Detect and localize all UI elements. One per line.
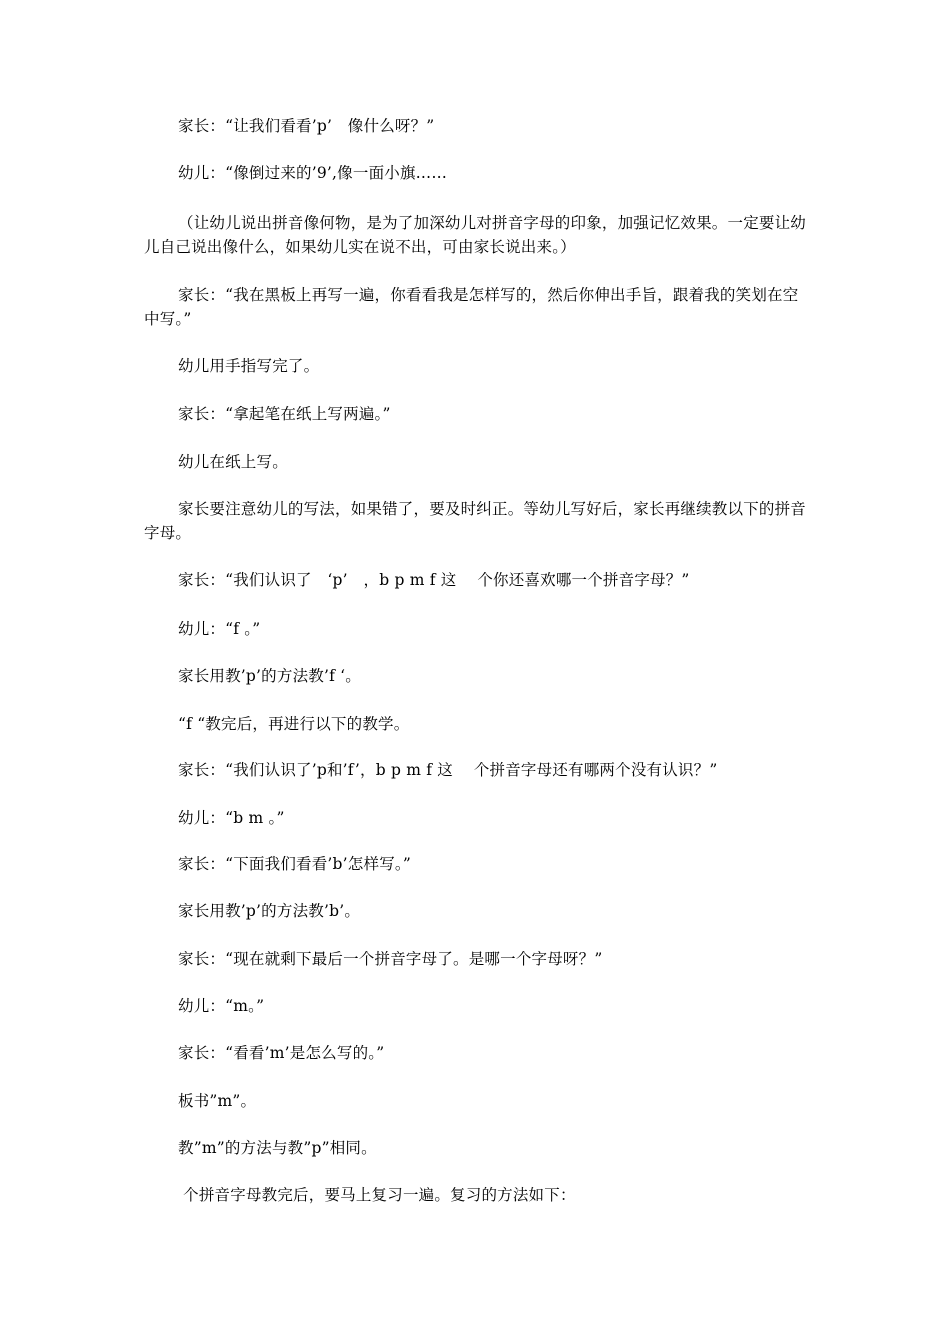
paragraph-22: 个拼音字母教完后，要马上复习一遍。复习的方法如下： <box>178 1186 576 1204</box>
paragraph-17: 家长：“现在就剩下最后一个拼音字母了。是哪一个字母呀？” <box>178 950 603 968</box>
paragraph-21: 教”m”的方法与教”p”相同。 <box>178 1139 377 1157</box>
paragraph-7: 幼儿在纸上写。 <box>178 453 288 471</box>
paragraph-19: 家长：“看看’m’是怎么写的。” <box>178 1044 385 1062</box>
paragraph-2: 幼儿：“像倒过来的’9’,像一面小旗…… <box>178 164 448 182</box>
paragraph-3: （让幼儿说出拼音像何物，是为了加深幼儿对拼音字母的印象，加强记忆效果。一定要让幼儿自己说出像什么，如果幼儿实在说不出，可由家长说出来。） <box>144 214 807 256</box>
paragraph-13: 家长：“我们认识了’p和’f’，b p m f 这 个拼音字母还有哪两个没有认识？” <box>178 761 718 779</box>
paragraph-5: 幼儿用手指写完了。 <box>178 357 320 375</box>
paragraph-14: 幼儿：“b m 。” <box>178 809 285 827</box>
paragraph-15: 家长：“下面我们看看’b’怎样写。” <box>178 855 411 873</box>
paragraph-1: 家长：“让我们看看’p’ 像什么呀？” <box>178 117 435 135</box>
paragraph-11: 家长用教’p’的方法教’f ‘。 <box>178 667 361 685</box>
paragraph-4: 家长：“我在黑板上再写一遍，你看看我是怎样写的，然后你伸出手旨，跟着我的笑划在空中写。” <box>144 286 799 328</box>
paragraph-6: 家长：“拿起笔在纸上写两遍。” <box>178 405 391 423</box>
paragraph-8: 家长要注意幼儿的写法，如果错了，要及时纠正。等幼儿写好后，家长再继续教以下的拼音字母。 <box>144 500 807 542</box>
paragraph-10: 幼儿：“f 。” <box>178 620 261 638</box>
paragraph-18: 幼儿：“m。” <box>178 997 265 1015</box>
paragraph-20: 板书”m”。 <box>178 1092 257 1110</box>
paragraph-9: 家长：“我们认识了 ‘p’ ，b p m f 这 个你还喜欢哪一个拼音字母？” <box>178 571 690 589</box>
paragraph-16: 家长用教’p’的方法教’b’。 <box>178 902 361 920</box>
paragraph-12: “f “教完后，再进行以下的教学。 <box>178 715 410 733</box>
